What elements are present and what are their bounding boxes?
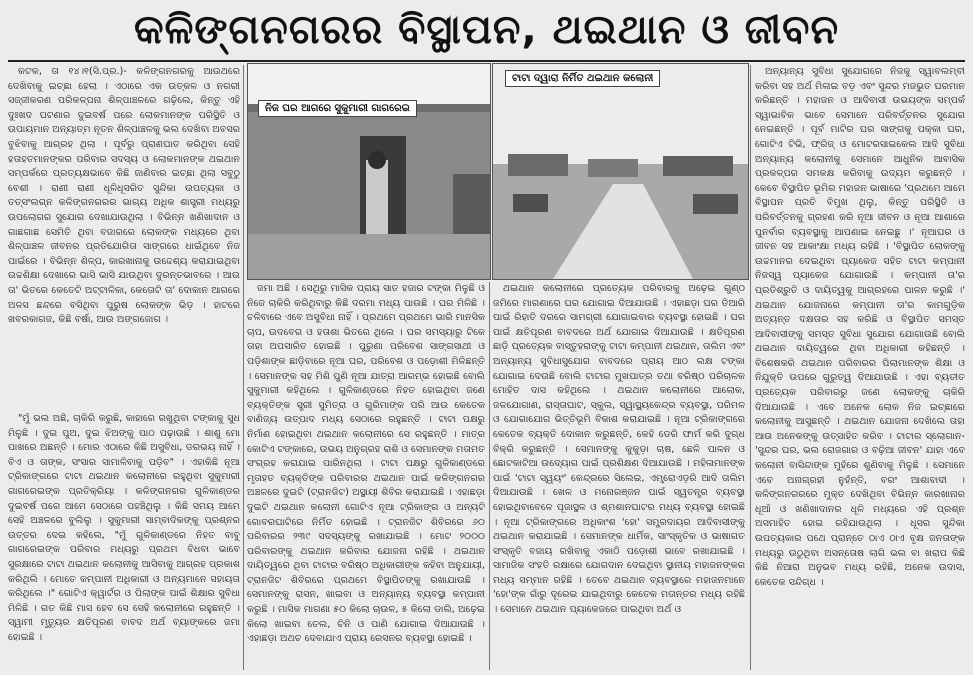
article-column-1-bottom — [8, 412, 240, 670]
article-column-4 — [755, 65, 965, 670]
photo-woman-at-home — [247, 63, 491, 280]
article-paragraph: "ମୁଁ ଭଲ ଅଛି, ଚାକିରି କରୁଛି, କାହାରେ ରଖୁଥିବା ଟଙ୍କାକୁ ସୁଧ ମିଳୁଛି । ଦୁଇ ପୁଅ, ଦୁଇ ଝିଅଙ୍କୁ ପାଠ ପଢ଼ାଉଛି । ଶାଶୁ ମୋ ପାଖରେ ଅଛନ୍ତି । ମୋର ଏଠାରେ କିଛି ଅସୁବିଧା, ଡରଭୟ ନାହିଁ । ବିଏ ଓ ତାଙ୍କ, ସଂସାର ସାମାଳିବାକୁ ପଡ଼ିବ" । ଏହାକିଛି ନୂଆ ଟ୍ରିକାଙ୍ଗରେ ଟାଟା ଥଇଥାନ କଲୋନୀରେ ରହୁଥିବା ସୁକୁମାରୀ ଗାଗରେଇଙ୍କ ପ୍ରତିକ୍ରିୟା । କଳିଙ୍ଗନଗର ଗୁଳିକାଣ୍ଡର ଦୁଇବର୍ଷ ପରେ ଆମେ ସେଠାରେ ପହଞ୍ଚିଥିଲୁ । କିଛି ସମୟ ଆମେ ସେହି ଅଞ୍ଚଳରେ ବୁଲିଲୁ । ସୁକୁମାରୀ ସାମ୍ବାଦିକଙ୍କୁ ପ୍ରଶ୍ନର ଉତ୍ତର ଦେଇ କହିଲେ, "ମୁଁ ଗୁଳିକାଣ୍ଡରେ ନିହତ ବାବୁ ଗାଗରେଇଙ୍କ ପରିବାର ମଧ୍ୟରୁ ପ୍ରଥମ ବିଧବା ଭାବେ ସୁରକ୍ଷାରେ ଟାଟା ଥଇଥାନ କଲୋନୀକୁ ଆସିବାକୁ ଆଗ୍ରହ ପ୍ରକାଶ କରିଥିଲି । ମୋତେ କମ୍ପାନୀ ଅଧିକାରୀ ଓ ଅନ୍ୟମାନେ ସହାୟତା କରିଥିଲେ ।" ଗୋଟିଏ କ୍ୱାର୍ଟର ଓ ପିଲାଙ୍କ ପାଇଁ ଶିକ୍ଷାର ସୁବିଧା ମିଳିଛି । ଗତ କିଛି ମାସ ହେବ ସେ ସେହି କଲୋନୀରେ ରହୁଛନ୍ତି । ସ୍ୱାମୀ ମୃତ୍ୟୁର କ୍ଷତିପୂରଣ ବାବଦ ଅର୍ଥ ବ୍ୟାଙ୍କରେ ଜମା ହୋଇଛି । — [8, 413, 240, 643]
photo-colony-image — [493, 64, 748, 279]
column-divider — [489, 282, 490, 670]
article-paragraph: ଥଇଥାନ କଲୋନୀରେ ପ୍ରତ୍ୟେକ ପରିବାରକୁ ଅଢ଼େଇ ଗୁଣ୍ଠ ଜମିରେ ମାଗଣାରେ ଘର ଯୋଗାଇ ଦିଆଯାଉଛି । ଏହାଛଡ଼ା ଘର ତିଆରି ପାଇଁ ରିହାତି ଦରରେ ସାମଗ୍ରୀ ଯୋଗାଇବାର ବ୍ୟବସ୍ଥା ହୋଇଛି । ଘର ପାଇଁ କ୍ଷତିପୂରଣ ବାବଦରେ ଅର୍ଥ ଯୋଗାଇ ଦିଆଯାଉଛି । କ୍ଷତିପୂରଣ ଛାଡ଼ି ପ୍ରତ୍ୟେକ ବାସ୍ତୁହରାଙ୍କୁ ଟାଟା କମ୍ପାନୀ ଥଇଥାନ, ତାଲିମ ଏବଂ ଅନ୍ୟାନ୍ୟ ସୁବିଧାସୁଯୋଗ ବାବଦରେ ପ୍ରାୟ ଆଠ ଲକ୍ଷ ଟଙ୍କା ଯୋଗାଇ ଦେଉଛି ବୋଲି ଟାଟାର ମୁଖପାତ୍ର ତଥା ବରିଷ୍ଠ ପରିଚାଳକ ମୋହିତ ଦାସ କହିଥିଲେ । ଥଇଥାନ କଲୋନୀରେ ଆଲୋକ, ଜଳଯୋଗାଣ, ରାସ୍ତାଘାଟ, ସ୍କୁଲ, ସ୍ୱାସ୍ଥ୍ୟକେନ୍ଦ୍ର ବ୍ୟବସ୍ଥା, ପରିମଳ ଓ ଯୋଗାଯୋଗ ଭିତ୍ତିଭୂମି ବିକାଶ କରାଯାଇଛି । ନୂଆ ଟ୍ରିକାଙ୍ଗରେ କେତେକ ବ୍ୟକ୍ତି ଦୋକାନ କରୁଛନ୍ତି, କେହି ଡେରି ଫାର୍ମ କରି ଦୁଗ୍ଧ ବିକ୍ରି କରୁଛନ୍ତି । ସେମାନଙ୍କୁ କୁକୁଡ଼ା ଚାଷ, ଛେଳି ପାଳନ ଓ ଛୋଟକାଟିଆ ଉଦ୍ୟୋଗ ପାଇଁ ପ୍ରଶିକ୍ଷଣ ଦିଆଯାଉଛି । ମହିଳାମାନଙ୍କ ପାଇଁ 'ଟାଟା ସ୍ୱୟଂ' କେନ୍ଦ୍ରରେ ସିଲେଇ, ଏମ୍ବ୍ରୋଏଡ଼ରି ଆଦି ତାଲିମ ଦିଆଯାଉଛି । ଖେଳ ଓ ମନୋରଞ୍ଜନ ପାଇଁ ସ୍ୱତନ୍ତ୍ର ବ୍ୟବସ୍ଥା ହୋଇଥିବାବେଳେ ପୂଜାସ୍ଥଳ ଓ ଶ୍ମଶାନଘାଟର ମଧ୍ୟ ବ୍ୟବସ୍ଥା ହୋଇଛି । ନୂଆ ଟ୍ରିକାଙ୍ଗରେ ଅଧିକାଂଶ 'ହୋ' ସମ୍ପ୍ରଦାୟର ଆଦିବାସୀଙ୍କୁ ଥଇଥାନ କରାଯାଇଛି । ସେମାନଙ୍କ ଧାର୍ମିକ, ସାଂସ୍କୃତିକ ଓ ଭାଷାଗତ ସଂସ୍କୃତି ବଜାୟ ରଖିବାକୁ ଏକାଠି ପଡ଼ୋଶୀ ଭାବେ ରଖାଯାଇଛି । ସାମାଜିକ ସଂହତି ରକ୍ଷାରେ ଯୋଗଦାନ ଦେଇଥିବା ସ୍ଥାନୀୟ ମହାଜନଙ୍କର ମଧ୍ୟ ସମ୍ମାନ ରହିଛି । ତେବେ ଥଇଥାନ ବ୍ୟବସ୍ଥାରେ ମହାଜନମାନେ 'ହୋ'ଙ୍କ ଗାଁରୁ ଦୂରେଇ ଯାଇଥିବାରୁ କେତେକ ମତାନ୍ତର ମଧ୍ୟ ରହିଛି । ସେମାନେ ଥଇଥାନ ପ୍ୟାକେଜରେ ପାଇଥିବା ଅର୍ଥ ଓ — [493, 283, 745, 616]
article-column-1-top — [8, 65, 240, 410]
headline — [0, 0, 973, 60]
article-paragraph: ଅନ୍ୟାନ୍ୟ ସୁବିଧା ସୁଯୋଗରେ ନିଜକୁ ସ୍ୱାବଲମ୍ବୀ କରିବା ସହ ଅର୍ଥ ମିଳାଇ ବଡ଼ ଏବଂ ସୁନ୍ଦର ମଜଭୁତ ଘରମାନ କରିଛନ୍ତି । ମହାଜନ ଓ ଆଦିବାସୀ ଉଭୟଙ୍କ ସମ୍ପର୍କ ସ୍ୱାଭାବିକ ଭାବେ ସେମାନେ ପରିବର୍ତ୍ତନର ସୁଯୋଗ ନେଇଛନ୍ତି । ପୂର୍ବ ମାଟିର ଘର ସାଙ୍ଗକୁ ପକ୍କା ଘର, ଗୋଟିଏ ଟିଭି, ଫ୍ରିଜ୍ ଓ ମୋଟରସାଇକେଲ ଆଦି ସୁବିଧା ଅନ୍ୟାନ୍ୟ କଲୋନୀକୁ ସେମାନେ ଆଧୁନିକ ଆବାସିକ ପ୍ରକଳ୍ପର ସମକକ୍ଷ କରିବାକୁ ଉଦ୍ୟମ କରୁଛନ୍ତି । କେବେ ବିସ୍ଥାପିତ ଭୂମିର ମହାଜନ ଭାଷାରେ 'ପ୍ରଥମେ ଆମେ ବିସ୍ଥାପନ ପ୍ରତି ବିମୁଖ ଥିଲୁ, କିନ୍ତୁ ପରିସ୍ଥିତି ଓ ପରିବର୍ତ୍ତନକୁ ଗ୍ରହଣ କରି ନୂଆ ଜୀବନ ଓ ନୂଆ ଆଶାରେ ପୁନର୍ବାର ବ୍ୟବସ୍ଥାକୁ ଆପଣାଇ ନେଇଛୁ ।' ନୂଆଘର ଓ ଜୀବନ ସହ ଆକାଂକ୍ଷା ମଧ୍ୟ ରହିଛି । 'ବିସ୍ଥାପିତ ଲୋକଙ୍କୁ ଉଚ୍ଚମାନର ଦେଇଥିବା ପ୍ୟାକେଜ ସହିତ ଟାଟା କମ୍ପାନୀ ନିଜସ୍ୱ ପ୍ୟାକେଜ ଯୋଗାଉଛି । କମ୍ପାନୀ ତା'ର ପ୍ରତିଶ୍ରୁତି ଓ ଦାୟିତ୍ୱକୁ ଆଗ୍ରହରେ ପାଳନ କରୁଛି ।' ଥଇଥାନ ଯୋଜନାରେ କମ୍ପାନୀ ତା'ର କାମଗୁଡ଼ିକ ଅତ୍ୟନ୍ତ ଦକ୍ଷତାର ସହ କରିଛି ଓ ବିସ୍ଥାପିତ ସମସ୍ତ ଆଦିବାସୀଙ୍କୁ ସମସ୍ତ ସୁବିଧା ସୁଯୋଗ ଯୋଗାଉଛି ବୋଲି ଥଇଥାନ ଦାୟିତ୍ୱରେ ଥିବା ଅଧିକାରୀ କହିଛନ୍ତି । ବିଶେଷକରି ଥଇଥାନ ପରିବାରର ପିଲାମାନଙ୍କ ଶିକ୍ଷା ଓ ନିଯୁକ୍ତି ଉପରେ ଗୁରୁତ୍ୱ ଦିଆଯାଉଛି । ଏହା ବ୍ୟତୀତ ପ୍ରତ୍ୟେକ ପରିବାରରୁ ଜଣେ ଲୋକଙ୍କୁ ଚାକିରି ଦିଆଯାଉଛି । ଏବେ ଅନେକ ଲୋକ ନିଜ ଇଚ୍ଛାରେ କଲୋନୀକୁ ଆସୁଛନ୍ତି । ଥଇଥାନ ଯୋଜନା ଦେଖିଲେ ତାହା ଆଉ ଅନେକଙ୍କୁ ଉତ୍ସାହିତ କରିବ । ଟାଟାର ସ୍ଲୋଗାନ- 'ସୁନ୍ଦର ଘର, ଭଲ ରୋଜଗାର ଓ ବଢ଼ିଆ ଜୀବନ' ଯାହା ଏବେ କଲୋନୀ ବାସିନ୍ଦାଙ୍କ ମୁହଁରେ ଶୁଣିବାକୁ ମିଳୁଛି । ସେମାନେ ଏବେ ଅନାଗ୍ରହୀ ନୁହଁନ୍ତି, ବରଂ ଆଶାବାଦୀ । କଳିଙ୍ଗନଗରରେ ମୁକ୍ତ ଦେଖିଥିବା ବିଭିନ୍ନ କାରଖାନାର ଧୂଆଁ ଓ ଖଣିଖାଦାନର ଧୂଳି ମଧ୍ୟରେ ଏହି ପ୍ରଶ୍ନ ଅସମାହିତ ହୋଇ ରହିଯାଉଥିଲା । ଧୂସର ସୁନ୍ଦିକା ଉପତ୍ୟକାର ପଥେ ପ୍ରାନ୍ତେ ଠାଏ ଠାଏ ବୃକ୍ଷ ଜନତାଙ୍କ ମଧ୍ୟରୁ ଉଠୁଥିବା ଅସନ୍ତୋଷ ଲାଗି ଭଲ ବା ଖରାପ କିଛି କିଛି ନିଆରା ଅନୁଭବ ମଧ୍ୟ ରହିଛି, ଅନେକ ଉଦାସ, କେତେକ ସନ୍ଦିଗ୍ଧ । — [755, 66, 965, 588]
column-divider — [243, 282, 244, 670]
headline-rule — [8, 60, 965, 62]
photo-colony — [492, 63, 749, 280]
headline-text: କଳିଙ୍ଗନଗରର ବିସ୍ଥାପନ, ଥଇଥାନ ଓ ଜୀବନ — [133, 7, 840, 53]
article-column-3 — [493, 282, 745, 670]
article-paragraph: କଟକ, ତା ୧୪।୧(ସି.ପ୍ର.)- କଳିଙ୍ଗନଗରକୁ ଆଉଥରେ ଦେଖିବାକୁ ଇଚ୍ଛା ହେଲା । ଏଠାରେ ଏକ ଉତ୍କଳ ଓ ନଗରୀ ସଜ୍ଜୀକରଣ ପରିକଳ୍ପନା ଶିଳ୍ପାଞ୍ଚଳରେ ଗଢ଼ିଲେ, କିନ୍ତୁ ଏହି ଦୁଃଖଦ ଘଟଣାର ଦୁଇବର୍ଷ ପରେ ଲୋକମାନଙ୍କ ପରିସ୍ଥିତି ଓ ଉପାୟମାନ ଅନ୍ୟାତ୍ମ ନୂତନ ଶିଳ୍ପାଞ୍ଚଳକୁ ଭଲ ଦେଖିବା ଅବସର ବୁଝିବାକୁ ଆଗ୍ରହ ଥିଲା । ପୂର୍ବରୁ ପ୍ରାଣଘାତ କରିଥିବା ସେହି ହତାହତମାନଙ୍କର ପରିବାର ସଦସ୍ୟ ଓ ଲୋକମାନଙ୍କ ଥଇଥାନ ସମ୍ପର୍କରେ ପ୍ରତ୍ୟକ୍ଷଭାବେ କିଛି ଜାଣିବାର ଇଚ୍ଛା ଥିଲା ସବୁଠୁ ବେଶୀ । ରାଣୀ ରାଣୀ ଧୂଳିଧୂସରିତ ସୁନ୍ଦିକା ଉପତ୍ୟକା ଓ ତତ୍‌ସଂଲଗ୍ନ କଳିଙ୍ଗନଗରର ଭାଗ୍ୟ ଅଧିକ ଶାସ୍ତ୍ରୀ ମଧ୍ୟରୁ ଉପଲୋଗର ସୁଯୋଗ ଦେଖାଯାଉଥିଲା । ବିଭିନ୍ନ ଖଣିଖାଦାନ ଓ ଗାଛଗାଛ ସେମିତି ଥିବା ବଜାରରେ ଲୋକଙ୍କ ମଧ୍ୟରେ ଥିବା ଶିଳ୍ପାଞ୍ଚଳ ଜୀବନର ପ୍ରତିଯୋଗିତା ସାଙ୍ଗରେ ଧାଇଁଥିବେ ନିଜ ପାଇଁରେ । ବିଭିନ୍ନ ଶିଳ୍ପ, କାରଖାନାକୁ ଉଦ୍ଦେଶ୍ୟ କରାଯାଇଥିବା ଉଚ୍ଚଶିକ୍ଷା ଦେଖାରେ ଭାସି ଭାସି ଯାଉଥିବା ଦୁରନ୍ତଭାବରେ । ଆଉ ତା' ଭିତରେ କେତେଟି ଅଟ୍ଟାଳିକା, କେତୋଟି ତା' ଦୋକାନ ଆଗରେ ଅଳସ ଛନ୍ଦରେ ବସିଥିବା ପୁରୁଷ ଲୋକଙ୍କ ଭିଡ଼ । ହାଟରେ ଖବରକାଗଜ, କିଛି ବର୍ଷା, ଆଉ ଅଙ୍ଗଜୋଗ । — [8, 66, 240, 326]
article-column-2 — [247, 282, 485, 670]
photo-caption-left: ନିଜ ଘର ଆଗରେ ସୁକୁମାରୀ ଗାଗରେଇ — [258, 100, 417, 117]
article-paragraph: ଜମା ଅଛି । ସେଥିରୁ ମାସିକ ପ୍ରାୟ ସାତ ହଜାର ଟଙ୍କା ମିଳୁଛି ଓ ନିଜେ ଚାକିରି କରିଥିବାରୁ କିଛି ଦରମା ମଧ୍ୟ ପାଉଛି । ଘର ମିଳିଛି । ଚଳିବାରେ ଏବେ ଅସୁବିଧା ନାହିଁ । ପ୍ରଥମେ ପ୍ରଥମେ ଭାରି ମାନସିକ ଚାପ, ଉଦବେଗ ଓ ହତାଶା ଭିତରେ ଥିଲେ । ଘର ସମସ୍ୟାରୁ ଟିକେ ତାହା ଅପସାରିତ ହୋଇଛି । ପୁରୁଣା ପରିବେଶ ସାଙ୍ଗସାଥୀ ଓ ପଡ଼ିଶାଙ୍କ ଛାଡ଼ିବାରେ ନୂଆ ଘର, ପରିବେଶ ଓ ପଡ଼ୋଶୀ ମିଳିଛନ୍ତି । ସେମାନଙ୍କ ସହ ମିଶି ପୁଣି ନୂଆ ଯାତ୍ରା ଆରମ୍ଭ ହୋଇଛି ବୋଲି ସୁକୁମାରୀ କହିଥିଲେ । ଗୁଳିକାଣ୍ଡରେ ନିହତ ହୋଇଥିବା ଜଣେ ବ୍ୟକ୍ତିଙ୍କ ସ୍ତ୍ରୀ ସୁମିତ୍ରା ଓ ଗୁରିମାଙ୍କ ପରି ଆଉ କେତେକ ବାଣିଜ୍ୟ ଉତ୍ପାଦ ମଧ୍ୟ ସେଠାରେ ରହୁଛନ୍ତି । ଟାଟା ପକ୍ଷରୁ ନିର୍ମାଣ ହୋଇଥିବା ଥଇଥାନ କଲୋନୀରେ ସେ ରହୁଛନ୍ତି । ମାତ୍ର କୋଟିଏ ଟଙ୍କାରେ, ଉଭୟ ଅନୁଗ୍ରହ ରାଶି ଓ ସେମାନଙ୍କ ମତାମତ ସଂଗ୍ରହ କରାଯାଇ ପାରିନଥିଲା । ଟାଟା ପକ୍ଷରୁ ଗୁଳିକାଣ୍ଡରେ ମୃତାହତ ବ୍ୟକ୍ତିଙ୍କ ପରିବାରର ଥଇଥାନ ପାଇଁ କଳିଙ୍ଗନଗର ଅଞ୍ଚଳରେ ଦୁଇଟି (ଟ୍ରାନଜିଟ) ଅସ୍ଥାୟୀ ଶିବିର କରାଯାଇଛି । ଏହାଛଡ଼ା ଦୁଇଟି ଥଇଥାନ କଲୋନୀ ଗୋଟିଏ ନୂଆ ଟ୍ରିକାଙ୍ଗ ଓ ଅନ୍ୟଟି ଗୋବରଘାଟିରେ ନିର୍ମିତ ହୋଇଛି । ଟ୍ରାନଜିଟ ଶିବିରରେ ୬୦ ପରିବାରର ୨୩୯ ସଦସ୍ୟଙ୍କୁ ରଖାଯାଇଛି । ମୋଟ ୨୦୦୦ ପରିବାରଙ୍କୁ ଥଇଥାନ କରିବାର ଯୋଜନା ରହିଛି । ଥଇଥାନ ଦାୟିତ୍ୱରେ ଥିବା ଟାଟାର ବରିଷ୍ଠ ଅଧିକାରୀଙ୍କ କହିବା ଅନୁଯାୟୀ, ଟ୍ରାନଜିଟ ଶିବିରରେ ପ୍ରଥମେ ବିସ୍ଥାପିତଙ୍କୁ ରଖାଯାଉଛି । ସେମାନଙ୍କୁ ରାସନ, ଖାଇବା ଓ ଅନ୍ୟାନ୍ୟ ବ୍ୟବସ୍ଥା କମ୍ପାନୀ କରୁଛି । ମାସିକ ମାଗଣା ୫୦ କିଲୋ ଚାଉଳ, ୫ କିଲୋ ଡାଲି, ଅଢ଼େଇ କିଲୋ ଖାଇବା ତେଲ, ଚିନି ଓ ପାଣି ଯୋଗାଇ ଦିଆଯାଉଛି । ଏହାଛଡ଼ା ଅଥଚ ଦେବାଯାଏ ପ୍ରାୟ ରେସନର ବ୍ୟବସ୍ଥା ହୋଇଛି । — [247, 283, 485, 645]
photo-woman-at-home-image — [248, 64, 490, 279]
photo-caption-right: ଟାଟା ଦ୍ୱାରା ନିର୍ମିତ ଥଇଥାନ କଲୋନୀ — [505, 70, 660, 87]
column-divider — [750, 65, 751, 670]
